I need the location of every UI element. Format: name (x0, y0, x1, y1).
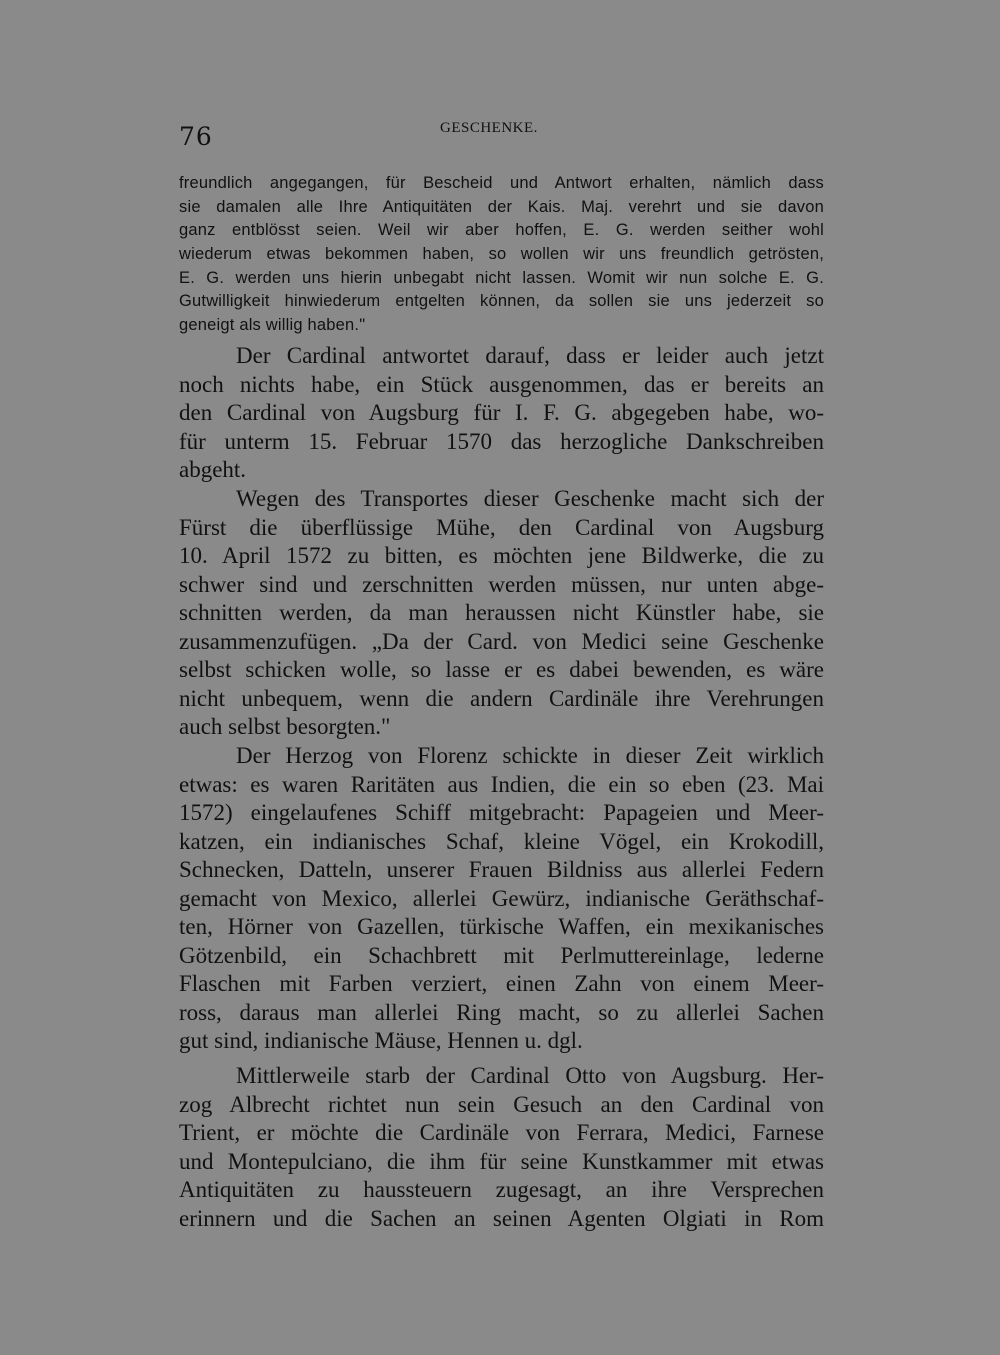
text-line: katzen, ein indianisches Schaf, kleine Vögel, ein Krokodill, (179, 828, 824, 854)
text-line: selbst schicken wolle, so lasse er es dabei bewenden, es wäre (179, 657, 824, 682)
text-line: erinnern und die Sachen an seinen Agenten Olgiati in Rom (179, 1205, 824, 1231)
text-line: wiederum etwas bekommen haben, so wollen wir uns freundlich getrösten, (179, 245, 824, 264)
text-line: ross, daraus man allerlei Ring macht, so zu allerlei Sachen (179, 999, 824, 1025)
text-line: sie damalen alle Ihre Antiquitäten der Kais. Maj. verehrt und sie davon (179, 197, 824, 216)
text-line: E. G. werden uns hierin unbegabt nicht lassen. Womit wir nun solche E. G. (179, 268, 824, 287)
text-line: zog Albrecht richtet nun sein Gesuch an den Cardinal von (179, 1091, 824, 1117)
text-line: Götzenbild, ein Schachbrett mit Perlmuttereinlage, lederne (179, 942, 824, 968)
text-line: den Cardinal von Augsburg für I. F. G. abgegeben habe, wo- (179, 400, 824, 425)
text-line: Der Herzog von Florenz schickte in dieser Zeit wirklich (236, 743, 824, 768)
text-line: etwas: es waren Raritäten aus Indien, die ein so eben (23. Mai (179, 771, 824, 797)
text-line: Wegen des Transportes dieser Geschenke macht sich der (236, 486, 824, 511)
quoted-letter (179, 172, 824, 338)
text-line: noch nichts habe, ein Stück ausgenommen, das er bereits an (179, 371, 824, 397)
text-line: Fürst die überflüssige Mühe, den Cardinal von Augsburg (179, 514, 824, 540)
text-line: Schnecken, Datteln, unserer Frauen Bildniss aus allerlei Federn (179, 857, 824, 882)
paragraph (179, 1062, 824, 1233)
text-line: nicht unbequem, wenn die andern Cardinäle ihre Verehrungen (179, 685, 824, 711)
text-line: Antiquitäten zu haussteuern zugesagt, an ihre Versprechen (179, 1177, 824, 1202)
text-line: für unterm 15. Februar 1570 das herzogliche Dankschreiben (179, 428, 824, 454)
text-line: geneigt als willig haben." (179, 316, 366, 335)
paragraph (179, 342, 824, 485)
text-line: schnitten werden, da man heraussen nicht Künstler habe, sie (179, 600, 824, 625)
paragraph (179, 742, 824, 1056)
text-line: ten, Hörner von Gazellen, türkische Waffen, ein mexikanisches (179, 914, 824, 939)
paragraph (179, 485, 824, 742)
text-line: zusammenzufügen. „Da der Card. von Medici seine Geschenke (179, 628, 824, 654)
text-line: Der Cardinal antwortet darauf, dass er leider auch jetzt (236, 343, 824, 368)
text-line: auch selbst besorgten." (179, 714, 391, 739)
text-line: 1572) eingelaufenes Schiff mitgebracht: Papageien und Meer- (179, 800, 824, 825)
text-line: gut sind, indianische Mäuse, Hennen u. dgl. (179, 1028, 583, 1053)
text-line: 10. April 1572 zu bitten, es möchten jene Bildwerke, die zu (179, 543, 824, 568)
text-line: und Montepulciano, die ihm für seine Kunstkammer mit etwas (179, 1148, 824, 1174)
page-number: 76 (179, 122, 213, 151)
text-line: abgeht. (179, 457, 247, 482)
text-line: Trient, er möchte die Cardinäle von Ferrara, Medici, Farnese (179, 1120, 824, 1145)
text-line: Mittlerweile starb der Cardinal Otto von Augsburg. Her- (236, 1063, 824, 1088)
text-line: ganz entblösst seien. Weil wir aber hoffen, E. G. werden seither wohl (179, 221, 824, 240)
text-line: schwer sind und zerschnitten werden müssen, nur unten abge- (179, 571, 824, 597)
text-line: Gutwilligkeit hinwiederum entgelten können, da sollen sie uns jederzeit so (179, 292, 824, 311)
running-title: GESCHENKE. (440, 120, 538, 136)
text-line: gemacht von Mexico, allerlei Gewürz, indianische Geräthschaf- (179, 885, 824, 911)
text-line: freundlich angegangen, für Bescheid und Antwort erhalten, nämlich dass (179, 174, 824, 192)
text-line: Flaschen mit Farben verziert, einen Zahn von einem Meer- (179, 971, 824, 996)
